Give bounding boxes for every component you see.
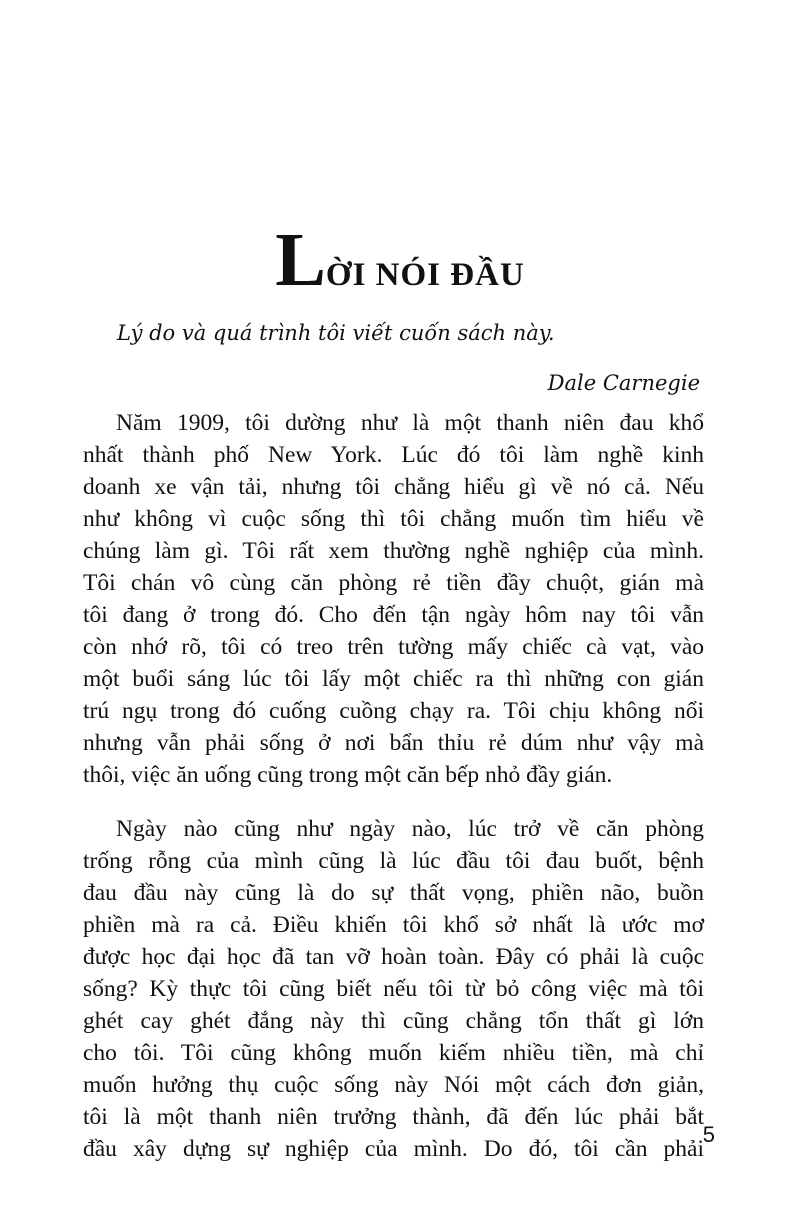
body-text bbox=[83, 407, 704, 1165]
paragraph-gap bbox=[83, 791, 704, 813]
chapter-title bbox=[0, 218, 800, 302]
text-line: nhất thành phố New York. Lúc đó tôi làm nghề kinh bbox=[83, 442, 704, 468]
text-line: tôi là một thanh niên trưởng thành, đã đến lúc phải bắt bbox=[83, 1104, 704, 1130]
text-line: như không vì cuộc sống thì tôi chẳng muốn tìm hiểu về bbox=[83, 506, 704, 532]
text-line: ghét cay ghét đắng này thì cũng chẳng tổn thất gì lớn bbox=[83, 1008, 704, 1034]
text-line: phiền mà ra cả. Điều khiến tôi khổ sở nhất là ước mơ bbox=[83, 912, 704, 938]
text-line: đầu xây dựng sự nghiệp của mình. Do đó, tôi cần phải bbox=[83, 1136, 704, 1162]
text-line: cho tôi. Tôi cũng không muốn kiếm nhiều tiền, mà chỉ bbox=[83, 1040, 704, 1066]
text-line: nhưng vẫn phải sống ở nơi bẩn thỉu rẻ dúm như vậy mà bbox=[83, 730, 704, 756]
text-line: muốn hưởng thụ cuộc sống này Nói một cách đơn giản, bbox=[83, 1072, 704, 1098]
text-line: thôi, việc ăn uống cũng trong một căn bếp nhỏ đầy gián. bbox=[83, 762, 613, 788]
title-text: ỜI NÓI ĐẦU bbox=[325, 257, 525, 293]
paragraph-1 bbox=[83, 407, 704, 791]
text-line: còn nhớ rõ, tôi có treo trên tường mấy chiếc cà vạt, vào bbox=[83, 634, 704, 660]
page-number: 5 bbox=[702, 1122, 715, 1147]
subtitle: Lý do và quá trình tôi viết cuốn sách này. bbox=[117, 321, 555, 345]
text-line: sống? Kỳ thực tôi cũng biết nếu tôi từ bỏ công việc mà tôi bbox=[83, 976, 704, 1002]
text-line: doanh xe vận tải, nhưng tôi chẳng hiểu gì về nó cả. Nếu bbox=[83, 474, 704, 500]
text-line: trú ngụ trong đó cuống cuồng chạy ra. Tôi chịu không nổi bbox=[83, 698, 704, 724]
text-line: tôi đang ở trong đó. Cho đến tận ngày hôm nay tôi vẫn bbox=[83, 602, 704, 628]
text-line: đau đầu này cũng là do sự thất vọng, phiền não, buồn bbox=[83, 880, 704, 906]
text-line: Năm 1909, tôi dường như là một thanh niên đau khổ bbox=[116, 410, 704, 436]
author-attribution: Dale Carnegie bbox=[547, 371, 700, 395]
title-drop-initial: L bbox=[275, 218, 326, 302]
text-line: Tôi chán vô cùng căn phòng rẻ tiền đầy chuột, gián mà bbox=[83, 570, 704, 596]
paragraph-2 bbox=[83, 813, 704, 1165]
text-line: một buổi sáng lúc tôi lấy một chiếc ra thì những con gián bbox=[83, 666, 704, 692]
text-line: trống rỗng của mình cũng là lúc đầu tôi đau buốt, bệnh bbox=[83, 848, 704, 874]
text-line: chúng làm gì. Tôi rất xem thường nghề nghiệp của mình. bbox=[83, 538, 704, 564]
text-line: Ngày nào cũng như ngày nào, lúc trở về căn phòng bbox=[116, 816, 704, 842]
text-line: được học đại học đã tan vỡ hoàn toàn. Đây có phải là cuộc bbox=[83, 944, 704, 970]
